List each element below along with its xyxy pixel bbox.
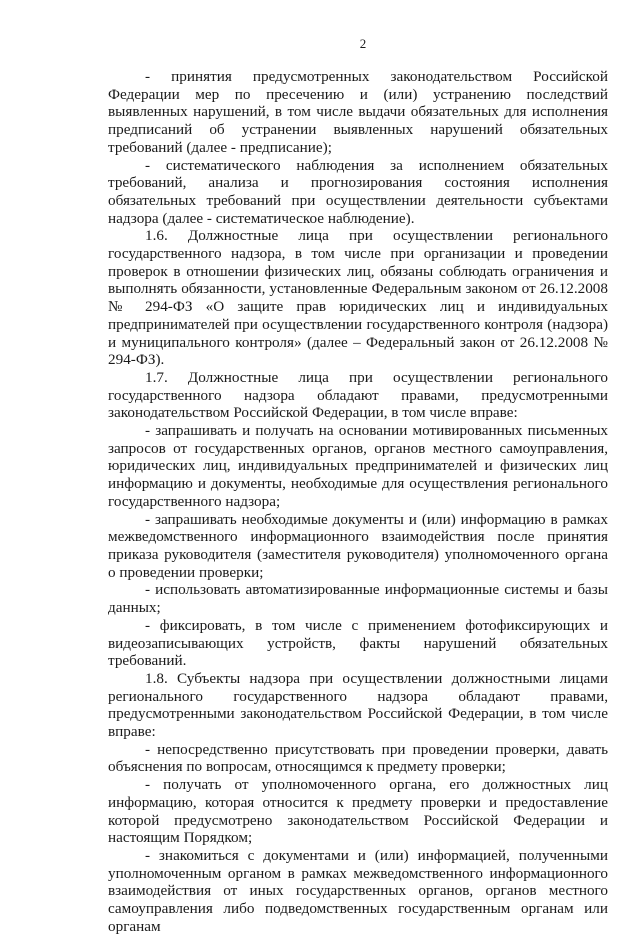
paragraph-request-documents: - запрашивать и получать на основании мотивированных письменных запросов от государственных органов, органов местного самоуправления, юридических лиц, индивидуальных предпринимателей и физических лиц информацию и документы, необходимые для осуществления регионального государственного надзора;	[108, 422, 608, 510]
paragraph-systematic-observation: - систематического наблюдения за исполнением обязательных требований, анализа и прогнозирования состояния исполнения обязательных требований при осуществлении деятельности субъектами надзора (далее - систематическое наблюдение).	[108, 156, 608, 227]
paragraph-1-7-rights: 1.7. Должностные лица при осуществлении регионального государственного надзора обладают правами, предусмотренными законодательством Российской Федерации, в том числе вправе:	[108, 368, 608, 422]
paragraph-record-violations: - фиксировать, в том числе с применением фотофиксирующих и видеозаписывающих устройств, факты нарушений обязательных требований.	[108, 616, 608, 670]
paragraph-1-8-subject-rights: 1.8. Субъекты надзора при осуществлении должностными лицами регионального государственного надзора обладают правами, предусмотренными законодательством Российской Федерации, в том числе вправе:	[108, 669, 608, 741]
document-body	[108, 68, 608, 935]
paragraph-review-documents: - знакомиться с документами и (или) информацией, полученными уполномоченным органом в рамках межведомственного информационного взаимодействия от иных государственных органов, органов местного самоуправления либо подведомственных государственным органам или органам	[108, 846, 608, 935]
paragraph-receive-information: - получать от уполномоченного органа, его должностных лиц информацию, которая относится к предмету проверки и предоставление которой предусмотрено законодательством Российской Федерации и настоящим Порядком;	[108, 776, 608, 847]
paragraph-violations-measures: - принятия предусмотренных законодательством Российской Федерации мер по пресечению и (или) устранению последствий выявленных нарушений, в том числе выдачи обязательных для исполнения предписаний об устранении выявленных нарушений обязательных требований (далее - предписание);	[108, 68, 608, 156]
paragraph-attend-inspection: - непосредственно присутствовать при проведении проверки, давать объяснения по вопросам, относящимся к предмету проверки;	[108, 740, 608, 776]
paragraph-use-systems: - использовать автоматизированные информационные системы и базы данных;	[108, 581, 608, 617]
paragraph-1-6-obligations: 1.6. Должностные лица при осуществлении регионального государственного надзора, в том числе при организации и проведении проверок в отношении физических лиц, обязаны соблюдать ограничения и выполнять обязанности, установленные Федеральным законом от 26.12.2008 № 294-ФЗ «О защите прав юридических лиц и индивидуальных предпринимателей при осуществлении государственного контроля (надзора) и муниципального контроля» (далее – Федеральный закон от 26.12.2008 № 294-ФЗ).	[108, 227, 608, 369]
page-number: 2	[359, 36, 367, 51]
paragraph-interagency-request: - запрашивать необходимые документы и (или) информацию в рамках межведомственного информационного взаимодействия после принятия приказа руководителя (заместителя руководителя) уполномоченного органа о проведении проверки;	[108, 510, 608, 581]
